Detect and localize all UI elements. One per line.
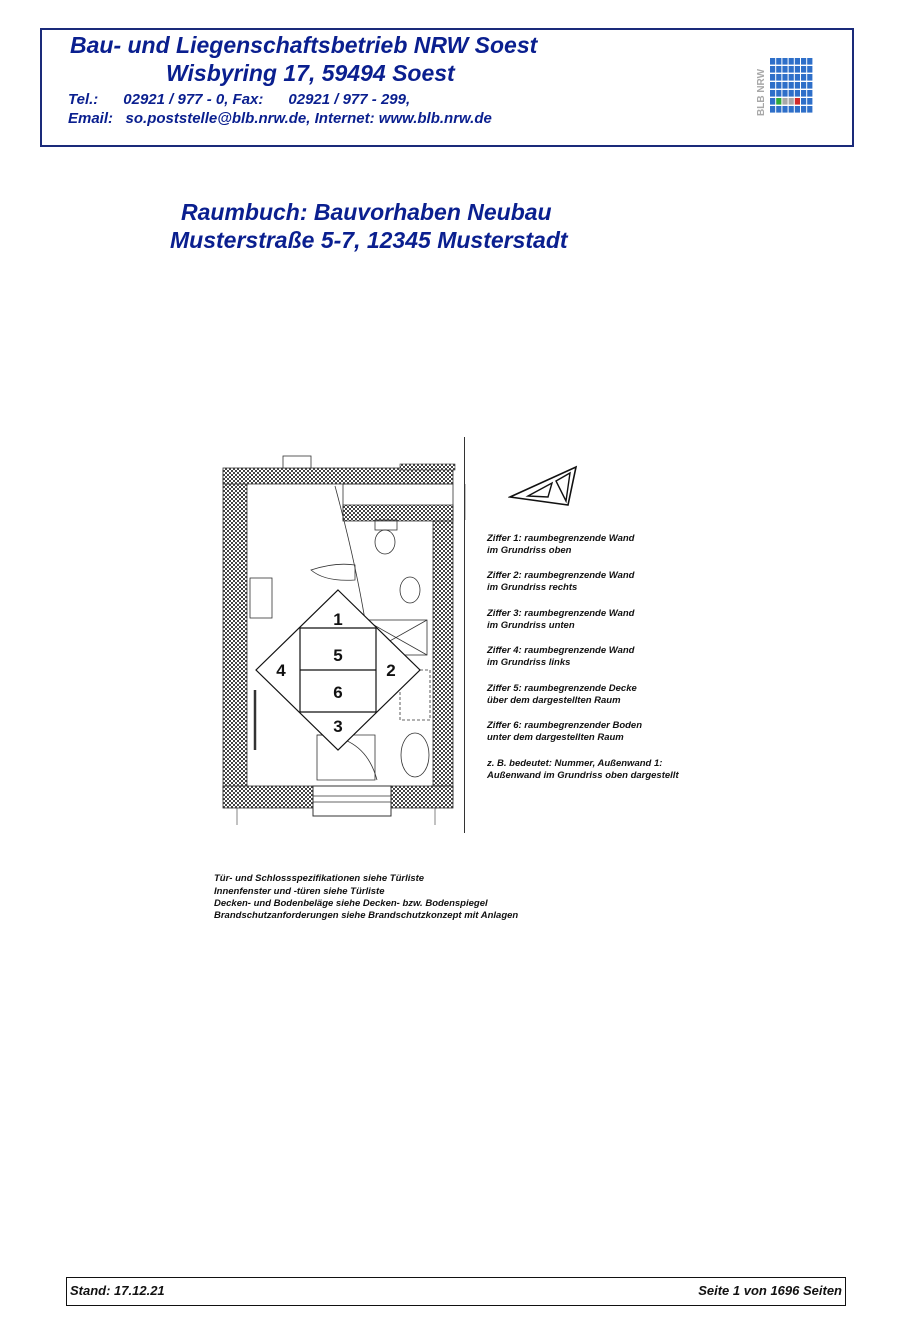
north-arrow-icon: [508, 465, 590, 509]
note-line: Decken- und Bodenbeläge siehe Decken- bzw. Bodenspiegel: [214, 898, 488, 909]
document-title: Raumbuch: Bauvorhaben Neubau: [181, 199, 552, 225]
legend-item: [487, 608, 634, 632]
note-line: Tür- und Schlossspezifikationen siehe Türliste: [214, 873, 425, 884]
logo-square: [782, 106, 787, 113]
legend-item-line1: Ziffer 5: raumbegrenzende Decke: [487, 683, 637, 694]
project-address: Musterstraße 5-7, 12345 Musterstadt: [170, 227, 568, 253]
legend-item-line1: Ziffer 2: raumbegrenzende Wand: [487, 570, 635, 581]
logo-square: [795, 106, 800, 113]
logo-square: [801, 66, 806, 73]
legend-item: [487, 683, 637, 707]
logo-square: [807, 98, 812, 105]
plan-label-5: 5: [333, 646, 343, 665]
logo-text: BLB NRW: [756, 68, 767, 116]
logo-square: [801, 106, 806, 113]
legend-item-line1: z. B. bedeutet: Nummer, Außenwand 1:: [487, 758, 663, 769]
logo-square: [795, 90, 800, 97]
logo-square: [795, 74, 800, 81]
logo-square: [795, 82, 800, 89]
blb-logo: [752, 54, 816, 118]
footer-date: Stand: 17.12.21: [70, 1283, 165, 1298]
plan-divider-line: [464, 437, 465, 833]
logo-square: [801, 90, 806, 97]
logo-square: [782, 66, 787, 73]
legend-item-line2: über dem dargestellten Raum: [487, 695, 621, 706]
logo-grid: [770, 58, 812, 113]
logo-square: [776, 90, 781, 97]
plan-label-1: 1: [333, 610, 343, 629]
legend-item-line1: Ziffer 6: raumbegrenzender Boden: [487, 720, 643, 731]
logo-square: [801, 58, 806, 65]
contact-email-web: Email: so.poststelle@blb.nrw.de, Internet: www.blb.nrw.de: [68, 110, 492, 127]
legend-item-line2: im Grundriss unten: [487, 620, 575, 631]
logo-square: [807, 66, 812, 73]
legend-item-line2: Außenwand im Grundriss oben dargestellt: [487, 770, 679, 781]
legend-item-line1: Ziffer 3: raumbegrenzende Wand: [487, 608, 635, 619]
logo-square: [782, 58, 787, 65]
note-line: Innenfenster und -türen siehe Türliste: [214, 886, 385, 897]
logo-square: [795, 98, 800, 105]
logo-square: [807, 74, 812, 81]
legend-item-line1: Ziffer 1: raumbegrenzende Wand: [487, 533, 635, 544]
logo-square: [770, 106, 775, 113]
logo-square: [789, 98, 794, 105]
legend-item: [487, 720, 642, 744]
logo-square: [801, 82, 806, 89]
footer-page-number: Seite 1 von 1696 Seiten: [698, 1283, 842, 1298]
logo-square: [789, 106, 794, 113]
legend-item: [487, 533, 634, 557]
logo-square: [789, 82, 794, 89]
plan-label-2: 2: [386, 661, 396, 680]
logo-square: [770, 74, 775, 81]
logo-square: [776, 98, 781, 105]
legend-item-line2: im Grundriss oben: [487, 545, 572, 556]
legend-item-line2: im Grundriss links: [487, 657, 571, 668]
logo-square: [782, 90, 787, 97]
organization-name: Bau- und Liegenschaftsbetrieb NRW Soest: [70, 32, 538, 58]
legend-item: [487, 645, 634, 669]
legend-item-line2: unter dem dargestellten Raum: [487, 732, 624, 743]
logo-square: [770, 90, 775, 97]
legend-item-line2: im Grundriss rechts: [487, 582, 578, 593]
logo-square: [807, 90, 812, 97]
logo-square: [776, 74, 781, 81]
logo-square: [807, 82, 812, 89]
plan-label-3: 3: [333, 717, 343, 736]
note-line: Brandschutzanforderungen siehe Brandschutzkonzept mit Anlagen: [214, 910, 519, 921]
logo-square: [789, 66, 794, 73]
logo-square: [795, 66, 800, 73]
logo-square: [789, 58, 794, 65]
logo-square: [776, 106, 781, 113]
logo-square: [782, 98, 787, 105]
logo-square: [801, 98, 806, 105]
logo-square: [776, 66, 781, 73]
logo-square: [801, 74, 806, 81]
logo-square: [782, 82, 787, 89]
logo-square: [770, 58, 775, 65]
legend-item: [487, 570, 634, 594]
logo-square: [789, 90, 794, 97]
logo-square: [807, 58, 812, 65]
logo-square: [770, 82, 775, 89]
logo-square: [770, 66, 775, 73]
contact-phone-fax: Tel.: 02921 / 977 - 0, Fax: 02921 / 977 - 299,: [68, 91, 411, 108]
logo-square: [807, 106, 812, 113]
plan-label-6: 6: [333, 683, 343, 702]
organization-address: Wisbyring 17, 59494 Soest: [166, 60, 455, 86]
logo-square: [789, 74, 794, 81]
logo-square: [776, 58, 781, 65]
logo-square: [795, 58, 800, 65]
legend-item: [487, 758, 679, 782]
logo-square: [776, 82, 781, 89]
plan-label-4: 4: [276, 661, 286, 680]
legend-item-line1: Ziffer 4: raumbegrenzende Wand: [487, 645, 635, 656]
logo-square: [770, 98, 775, 105]
logo-square: [782, 74, 787, 81]
floor-plan-diagram: [215, 430, 475, 840]
